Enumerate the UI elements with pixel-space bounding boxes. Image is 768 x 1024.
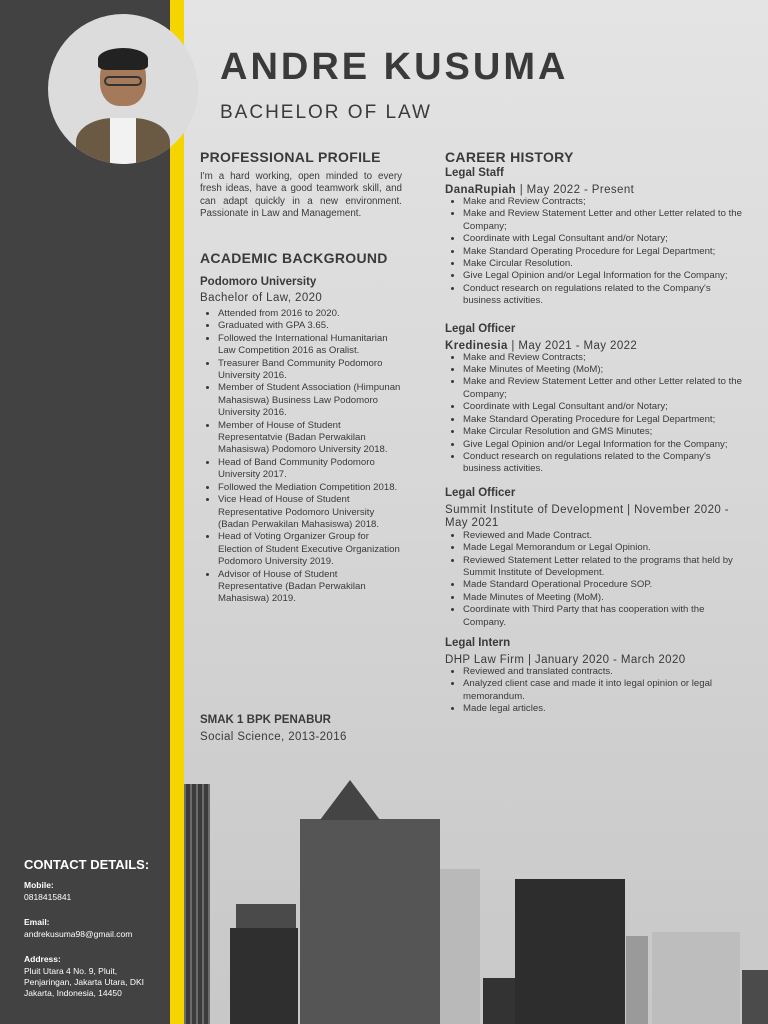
job-period: DHP Law Firm | January 2020 - March 2020 xyxy=(445,653,686,666)
list-item: • Make and Review Statement Letter and other Letter related to the Company; xyxy=(463,376,745,401)
list-item: • Make Circular Resolution and GMS Minutes; xyxy=(463,426,745,438)
profile-section xyxy=(200,149,402,221)
academic-heading: ACADEMIC BACKGROUND xyxy=(200,250,388,266)
list-item: • Make and Review Contracts; xyxy=(463,196,745,208)
school-bullet-list xyxy=(200,308,402,606)
job-entry xyxy=(445,487,745,629)
list-item: • Attended from 2016 to 2020. xyxy=(218,308,402,320)
academic-section xyxy=(200,251,402,606)
list-item: • Head of Band Community Podomoro University 2017. xyxy=(218,457,402,482)
address-label: Address: xyxy=(24,954,61,964)
mobile-label: Mobile: xyxy=(24,880,54,890)
glasses-icon xyxy=(104,76,142,86)
job-meta xyxy=(445,340,745,352)
list-item: • Made Standard Operational Procedure SOP. xyxy=(463,579,745,591)
career-section xyxy=(445,149,745,716)
job-title: Legal Staff xyxy=(445,167,504,179)
list-item: • Conduct research on regulations related to the Company's business activities. xyxy=(463,283,745,308)
profile-text: I'm a hard working, open minded to every fresh ideas, have a good teamwork skill, and can adapt quickly in a new environment. Passionate in Law and Management. xyxy=(200,171,402,220)
list-item: • Followed the Mediation Competition 2018. xyxy=(218,482,402,494)
job-bullet-list xyxy=(445,196,745,308)
accent-stripe xyxy=(170,0,184,1024)
job-bullet-list xyxy=(445,666,745,716)
job-period: | May 2022 - Present xyxy=(516,184,635,196)
list-item: • Vice Head of House of Student Representative Podomoro University (Badan Perwakilan Mahasiswa) 2018. xyxy=(218,494,402,531)
list-item: • Made Legal Memorandum or Legal Opinion. xyxy=(463,542,745,554)
job-company: DanaRupiah xyxy=(445,184,517,196)
mobile-value[interactable]: 0818415841 xyxy=(24,892,72,902)
contact-section xyxy=(24,858,164,999)
list-item: • Make Circular Resolution. xyxy=(463,258,745,270)
profile-heading: PROFESSIONAL PROFILE xyxy=(200,149,381,165)
job-bullet-list xyxy=(445,352,745,476)
list-item: • Graduated with GPA 3.65. xyxy=(218,320,402,332)
school-name: Podomoro University xyxy=(200,276,317,288)
email-label: Email: xyxy=(24,917,50,927)
list-item: • Member of House of Student Representatvie (Badan Perwakilan Mahasiswa) Podomoro University 2018. xyxy=(218,420,402,457)
list-item: • Advisor of House of Student Representative (Badan Perwakilan Mahasiswa) 2019. xyxy=(218,569,402,606)
job-period: Summit Institute of Development | November 2020 - May 2021 xyxy=(445,503,730,529)
job-entry xyxy=(445,637,745,716)
list-item: • Conduct research on regulations related to the Company's business activities. xyxy=(463,451,745,476)
photo-hair xyxy=(98,48,148,70)
job-bullet-list xyxy=(445,530,745,629)
list-item: • Coordinate with Legal Consultant and/or Notary; xyxy=(463,401,745,413)
list-item: • Reviewed and translated contracts. xyxy=(463,666,745,678)
job-entry xyxy=(445,323,745,476)
school-detail: Bachelor of Law, 2020 xyxy=(200,292,323,304)
profile-photo xyxy=(48,14,198,164)
list-item: • Make Standard Operating Procedure for Legal Department; xyxy=(463,246,745,258)
list-item: • Reviewed and Made Contract. xyxy=(463,530,745,542)
list-item: • Head of Voting Organizer Group for Election of Student Executive Organization Podomoro University 2019. xyxy=(218,531,402,568)
candidate-name: ANDRE KUSUMA xyxy=(220,46,569,88)
list-item: • Coordinate with Third Party that has cooperation with the Company. xyxy=(463,604,745,629)
job-title: Legal Officer xyxy=(445,486,516,499)
job-title: Legal Intern xyxy=(445,636,511,649)
list-item: • Make and Review Statement Letter and other Letter related to the Company; xyxy=(463,208,745,233)
list-item: • Member of Student Association (Himpunan Mahasiswa) Business Law Podomoro University 2016. xyxy=(218,382,402,419)
list-item: • Reviewed Statement Letter related to the programs that held by Summit Institute of Development. xyxy=(463,555,745,580)
job-title: Legal Officer xyxy=(445,322,516,335)
email-value[interactable]: andrekusuma98@gmail.com xyxy=(24,929,133,939)
contact-heading: CONTACT DETAILS: xyxy=(24,857,150,872)
list-item: • Followed the International Humanitarian Law Competition 2016 as Oralist. xyxy=(218,333,402,358)
school-name: SMAK 1 BPK PENABUR xyxy=(200,714,331,726)
address-value: Pluit Utara 4 No. 9, Pluit, Penjaringan, Jakarta Utara, DKI Jakarta, Indonesia, 14450 xyxy=(24,966,145,998)
list-item: • Make Minutes of Meeting (MoM); xyxy=(463,364,745,376)
job-period: | May 2021 - May 2022 xyxy=(507,339,638,352)
list-item: • Make and Review Contracts; xyxy=(463,352,745,364)
list-item: • Make Standard Operating Procedure for Legal Department; xyxy=(463,414,745,426)
school-detail: Social Science, 2013-2016 xyxy=(200,731,347,743)
candidate-title: BACHELOR OF LAW xyxy=(220,102,432,123)
job-company: Kredinesia xyxy=(445,339,508,352)
list-item: • Made legal articles. xyxy=(463,703,745,715)
list-item: • Give Legal Opinion and/or Legal Information for the Company; xyxy=(463,270,745,282)
list-item: • Give Legal Opinion and/or Legal Information for the Company; xyxy=(463,439,745,451)
career-heading: CAREER HISTORY xyxy=(445,149,574,165)
job-meta xyxy=(445,184,745,196)
list-item: • Coordinate with Legal Consultant and/or Notary; xyxy=(463,233,745,245)
list-item: • Treasurer Band Community Podomoro University 2016. xyxy=(218,358,402,383)
school-2-section xyxy=(200,714,402,743)
job-entry xyxy=(445,167,745,308)
list-item: • Made Minutes of Meeting (MoM). xyxy=(463,592,745,604)
photo-shirt xyxy=(110,118,136,164)
list-item: • Analyzed client case and made it into legal opinion or legal memorandum. xyxy=(463,678,745,703)
